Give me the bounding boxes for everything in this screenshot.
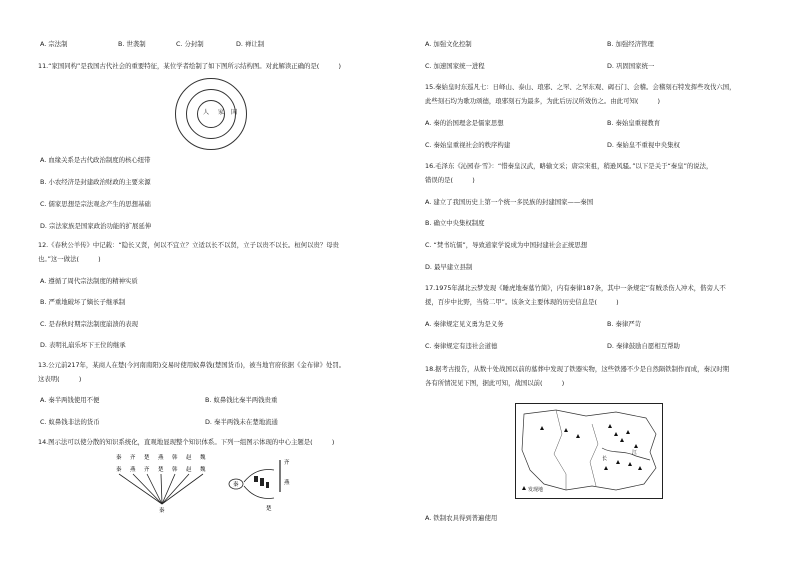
q12-option-a: A. 遵循了周代宗法制度的精神实质	[40, 277, 138, 285]
prev2-option-c: C. 加速国家统一进程	[425, 62, 485, 70]
q17-stem-1: 17.1975年湖北云梦发现《睡虎地秦墓竹简》，内有秦律187条，其中一条规定“有贼杀伤人冲术，偕旁人不	[425, 284, 726, 292]
ring-label-family: 家	[218, 109, 225, 116]
q14-left-top-2: 楚	[144, 455, 150, 461]
q14-left-bottom: 秦	[159, 508, 165, 514]
q14-left-mid-2: 齐	[144, 467, 150, 473]
q12-option-b: B. 严重地破坏了嫡长子继承制	[40, 298, 126, 306]
q15-stem-2: 此些刻石均为歌功颂德，琅邪刻石为最多，为此后历汉所效仿之。由此可知( )	[425, 97, 661, 105]
prev2-option-d: D. 巩固国家统一	[607, 62, 655, 70]
prev2-option-a: A. 加强文化控制	[425, 40, 472, 48]
prev-option-a: A. 宗法制	[40, 40, 68, 48]
q11-option-b: B. 小农经济是封建政治财政的主要来源	[40, 178, 151, 186]
q18-stem-1: 18.据考古报告，从数十处战国以前的墓葬中发现了铁器实物，这些铁器不少是自然陨铁制作而成，秦汉时期	[425, 365, 730, 373]
q14-left-top-3: 燕	[158, 455, 164, 461]
q17-option-d: D. 秦律鼓励自愿相互帮助	[607, 342, 680, 350]
q14-left-top-5: 赵	[186, 455, 192, 461]
q18-map-drawing	[516, 404, 662, 498]
q18-map	[515, 403, 663, 499]
ring-label-state: 国	[231, 109, 238, 116]
q16-option-a: A. 建立了我国历史上第一个统一多民族的封建国家——秦国	[425, 198, 594, 206]
q17-option-b: B. 秦律严苛	[607, 320, 642, 328]
q18-find-sites	[540, 424, 642, 470]
q14-left-mid-3: 楚	[158, 467, 164, 473]
q15-option-c: C. 秦始皇重视社会的秩序构建	[425, 141, 511, 149]
q14-figure-left	[110, 452, 220, 514]
q13-option-d: D. 秦半两钱未在楚地流通	[205, 418, 278, 426]
q14-right-label-0: 秦	[233, 482, 239, 488]
prev-option-b: B. 世袭制	[118, 40, 146, 48]
q14-figure-right	[222, 452, 302, 514]
q12-stem-2: 也。”这一做法( )	[38, 255, 101, 263]
q17-option-c: C. 秦律规定有违社会道德	[425, 342, 498, 350]
q14-left-mid-6: 魏	[200, 467, 206, 473]
q15-option-d: D. 秦始皇不重视中央集权	[607, 141, 680, 149]
q14-left-mid-1: 燕	[130, 467, 136, 473]
q14-right-label-3: 楚	[266, 506, 272, 512]
ring-label-person: 人	[203, 109, 210, 116]
q13-stem-2: 这表明( )	[38, 375, 82, 383]
prev-option-c: C. 分封制	[176, 40, 204, 48]
q11-option-d: D. 宗法家族是国家政治功能的扩展延伸	[40, 222, 152, 230]
q15-option-a: A. 秦的治国理念是儒家思想	[425, 119, 504, 127]
q18-option-a: A. 铁制农具得到普遍使用	[425, 514, 498, 522]
prev-option-d: D. 禅让制	[236, 40, 265, 48]
q14-left-mid-5: 赵	[186, 467, 192, 473]
q18-legend-symbol	[522, 486, 526, 490]
q16-option-b: B. 确立中央集权制度	[425, 219, 485, 227]
q15-option-b: B. 秦始皇重视教育	[607, 119, 661, 127]
q14-left-top-0: 秦	[116, 455, 122, 461]
prev2-option-b: B. 加强经济管理	[607, 40, 654, 48]
q14-left-lines	[119, 474, 203, 504]
q14-left-top-4: 韩	[172, 455, 178, 461]
q11-diagram	[175, 78, 247, 150]
q11-stem: 11.“家国同构”是我国古代社会的重要特征，某位学者绘制了如下图所示结构图。对此解读正确的是( )	[38, 62, 341, 70]
q15-stem-1: 15.秦始皇时东巡凡七：日峄山、泰山、琅邪、之罘、之罘东观、碣石门、会稽。会稽刻石特发挥些攻伐六国，	[425, 83, 736, 91]
q14-left-mid-0: 秦	[116, 467, 122, 473]
q16-stem-2: 错误的是( )	[425, 176, 475, 184]
q13-option-c: C. 蚁鼻钱非法的货币	[40, 418, 100, 426]
q11-option-c: C. 儒家思想是宗法观念产生的思想基础	[40, 200, 151, 208]
q18-stem-2: 各有所情况见下图，据此可知，战国以前( )	[425, 379, 565, 387]
q14-left-mid-4: 韩	[172, 467, 178, 473]
q14-right-label-1: 齐	[284, 460, 290, 466]
q18-map-label-chang: 长	[602, 456, 608, 462]
q11-option-a: A. 血缘关系是古代政治制度的核心纽带	[40, 156, 151, 164]
q18-map-label-jiang: 江	[632, 450, 638, 456]
q13-option-a: A. 秦半两钱使用不便	[40, 396, 100, 404]
q17-option-a: A. 秦律规定见义勇为是义务	[425, 320, 504, 328]
q16-option-d: D. 最早建立县制	[425, 263, 473, 271]
q12-stem-1: 12.《春秋公羊传》中记载：“隐长又贤，何以不宜立？立适以长不以贤，立子以贵不以长。桓何以贵？母贵	[38, 241, 340, 249]
q14-stem: 14.图示法可以使分散的知识系统化，直观地显现整个知识体系。下列一组图示体现的中心主题是( )	[38, 438, 335, 446]
q14-right-label-2: 燕	[284, 480, 290, 486]
q16-option-c: C. “焚书坑儒”，导致道家学说成为中国封建社会正统思想	[425, 241, 588, 249]
q14-left-top-row	[116, 453, 206, 461]
q17-stem-2: 援，百步中比野，当赀二甲”。该条文主要体现的历史信息是( )	[425, 298, 619, 306]
q14-left-top-6: 魏	[200, 455, 206, 461]
q16-stem-1: 16.毛泽东《沁园春·雪》：“惜秦皇汉武，略输文采；唐宗宋祖，稍逊风骚。”以下是关于“秦皇”的说法，	[425, 162, 713, 170]
q18-map-legend: 发现地	[528, 487, 544, 493]
q12-option-c: C. 是春秋时期宗法制度崩溃的表现	[40, 320, 138, 328]
q13-option-b: B. 蚁鼻钱比秦半两钱贵重	[205, 396, 278, 404]
q14-left-mid-row	[116, 465, 206, 473]
q13-stem-1: 13.公元前217年，某商人在楚(今河南南阳)交易时使用蚁鼻钱(楚国货币)，被当地官府依据《金布律》处罚。	[38, 361, 346, 369]
q14-left-top-1: 齐	[130, 455, 136, 461]
q12-option-d: D. 表明礼崩乐坏下王位的继承	[40, 341, 126, 349]
